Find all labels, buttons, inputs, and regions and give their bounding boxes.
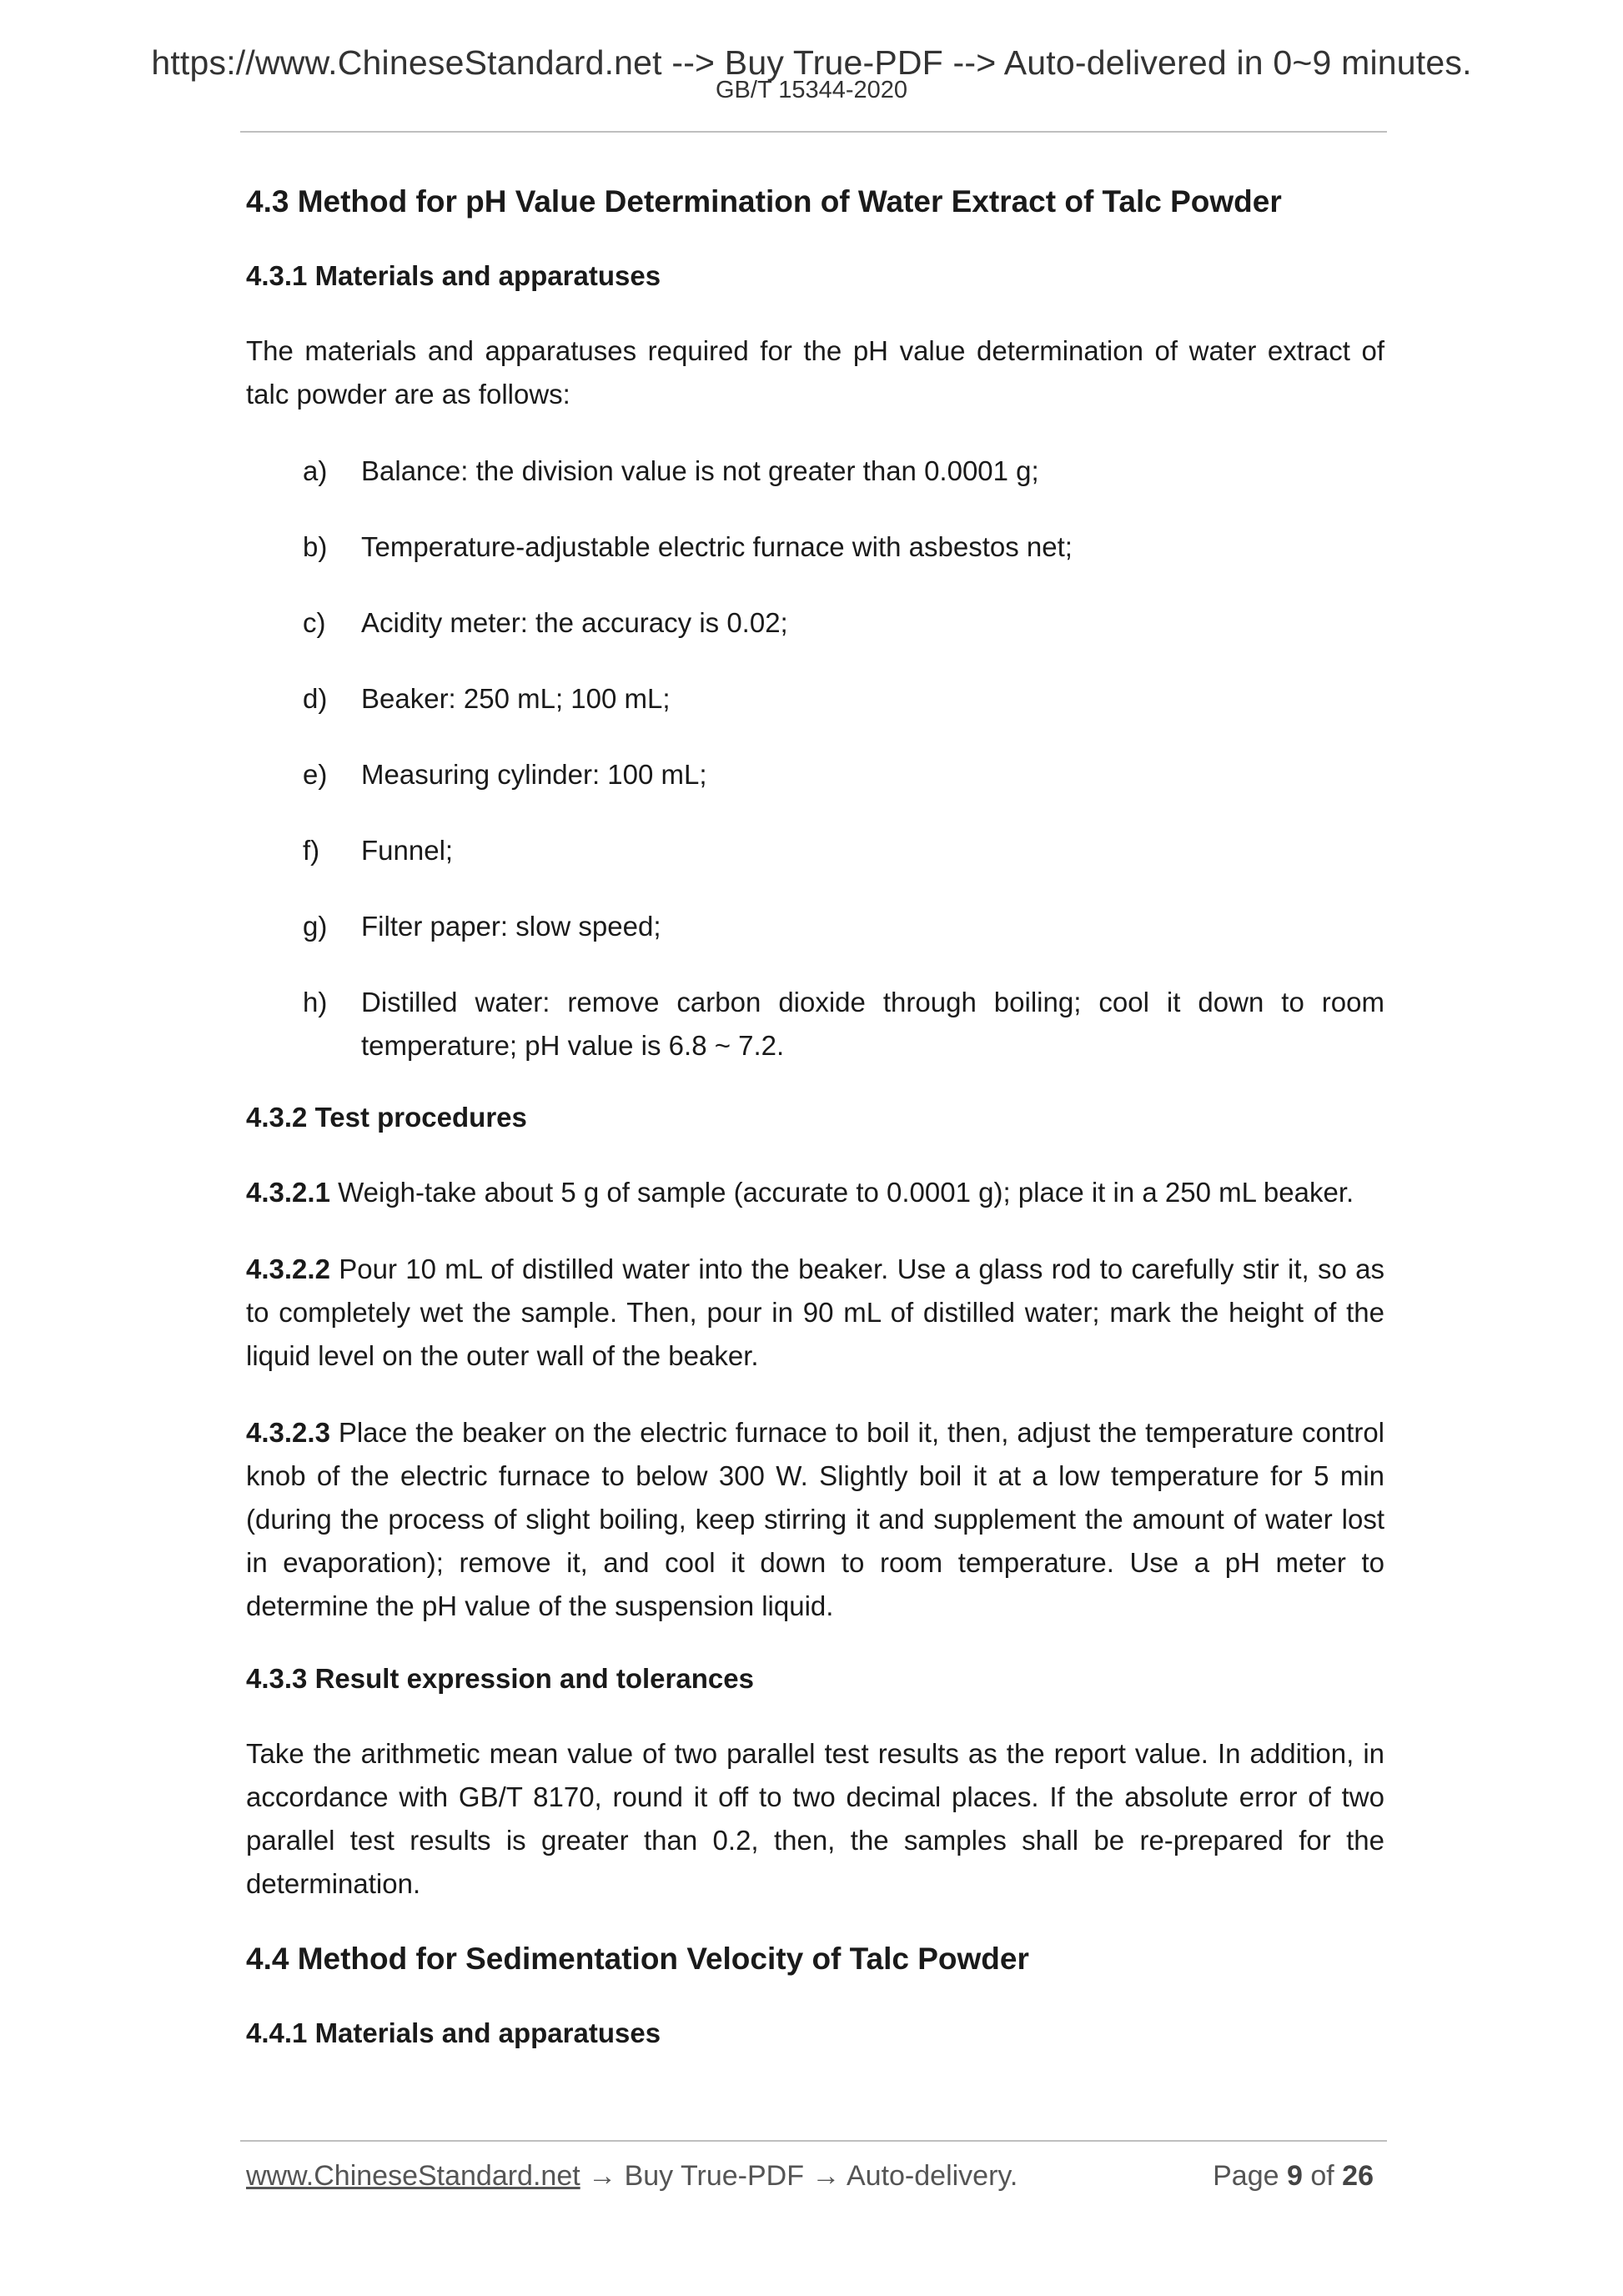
list-item <box>246 905 1384 948</box>
of-word: of <box>1310 2160 1334 2192</box>
list-item-text: Measuring cylinder: 100 mL; <box>361 758 707 790</box>
clause-number: 4.3.2.1 <box>246 1176 330 1208</box>
list-marker: f) <box>303 834 320 866</box>
list-item-text: Beaker: 250 mL; 100 mL; <box>361 682 671 714</box>
clause-number: 4.3.2.2 <box>246 1253 330 1284</box>
document-body <box>246 182 1384 2087</box>
clause-4-3-2-1 <box>246 1171 1384 1214</box>
top-banner: https://www.ChineseStandard.net --> Buy True-PDF --> Auto-delivered in 0~9 minutes. <box>151 43 1472 82</box>
section-4-3-heading: 4.3 Method for pH Value Determination of Water Extract of Talc Powder <box>246 184 1282 219</box>
clause-4-3-2-3 <box>246 1411 1384 1628</box>
list-item <box>246 829 1384 872</box>
list-marker: g) <box>303 910 328 942</box>
footer-site-link[interactable]: www.ChineseStandard.net <box>246 2160 580 2192</box>
section-4-4-1-heading: 4.4.1 Materials and apparatuses <box>246 2017 661 2048</box>
section-4-3-2-heading: 4.3.2 Test procedures <box>246 1101 527 1133</box>
list-item <box>246 525 1384 569</box>
list-item-text: Acidity meter: the accuracy is 0.02; <box>361 606 788 638</box>
section-4-3-3-heading: 4.3.3 Result expression and tolerances <box>246 1662 754 1694</box>
list-item-text: Filter paper: slow speed; <box>361 910 661 942</box>
section-4-3-1-heading: 4.3.1 Materials and apparatuses <box>246 260 661 292</box>
list-item-text: Balance: the division value is not greater than 0.0001 g; <box>361 455 1039 486</box>
list-item <box>246 981 1384 1068</box>
clause-text: Place the beaker on the electric furnace to boil it, then, adjust the temperature control knob of the electric furnace to below 300 W. Slightly boil it at a low temperature for 5 min (during the process of slight boiling, keep stirring it and supplement the amount of water lost in evaporation); remove it, and cool it down to room temperature. Use a pH meter to determine the pH value of the suspension liquid. <box>246 1416 1384 1621</box>
section-4-4-heading: 4.4 Method for Sedimentation Velocity of Talc Powder <box>246 1941 1029 1976</box>
footer-divider <box>240 2140 1387 2142</box>
list-item <box>246 753 1384 796</box>
clause-text: Weigh-take about 5 g of sample (accurate to 0.0001 g); place it in a 250 mL beaker. <box>329 1176 1354 1208</box>
page-footer <box>246 2160 1384 2193</box>
list-item <box>246 601 1384 645</box>
clause-text: Pour 10 mL of distilled water into the beaker. Use a glass rod to carefully stir it, so as to completely wet the sample. Then, pour in 90 mL of distilled water; mark the height of the liquid level on the outer wall of the beaker. <box>246 1253 1384 1371</box>
list-marker: d) <box>303 682 328 714</box>
list-item <box>246 677 1384 721</box>
section-4-3-1-intro: The materials and apparatuses required for the pH value determination of water extract of talc powder are as follows: <box>246 334 1384 409</box>
list-marker: e) <box>303 758 328 790</box>
list-item-text: Temperature-adjustable electric furnace with asbestos net; <box>361 530 1073 562</box>
page-number: 9 <box>1286 2160 1303 2192</box>
section-4-3-3-text: Take the arithmetic mean value of two parallel test results as the report value. In addition, in accordance with GB/T 8170, round it off to two decimal places. If the absolute error of two parallel test results is greater than 0.2, then, the samples shall be re-prepared for the determination. <box>246 1737 1384 1899</box>
list-marker: h) <box>303 986 328 1017</box>
clause-number: 4.3.2.3 <box>246 1416 330 1448</box>
list-marker: c) <box>303 606 326 638</box>
list-marker: a) <box>303 455 328 486</box>
list-item-text: Distilled water: remove carbon dioxide through boiling; cool it down to room temperature; pH value is 6.8 ~ 7.2. <box>361 986 1384 1061</box>
clause-4-3-2-2 <box>246 1248 1384 1378</box>
list-item-text: Funnel; <box>361 834 454 866</box>
list-item <box>246 450 1384 493</box>
standard-code: GB/T 15344-2020 <box>715 77 908 103</box>
footer-tagline: → Buy True-PDF → Auto-delivery. <box>580 2160 1018 2192</box>
page-total: 26 <box>1342 2160 1374 2192</box>
page-indicator <box>1213 2160 1374 2193</box>
header-divider <box>240 131 1387 133</box>
apparatus-list <box>246 450 1384 1068</box>
list-marker: b) <box>303 530 328 562</box>
page-word: Page <box>1213 2160 1279 2192</box>
